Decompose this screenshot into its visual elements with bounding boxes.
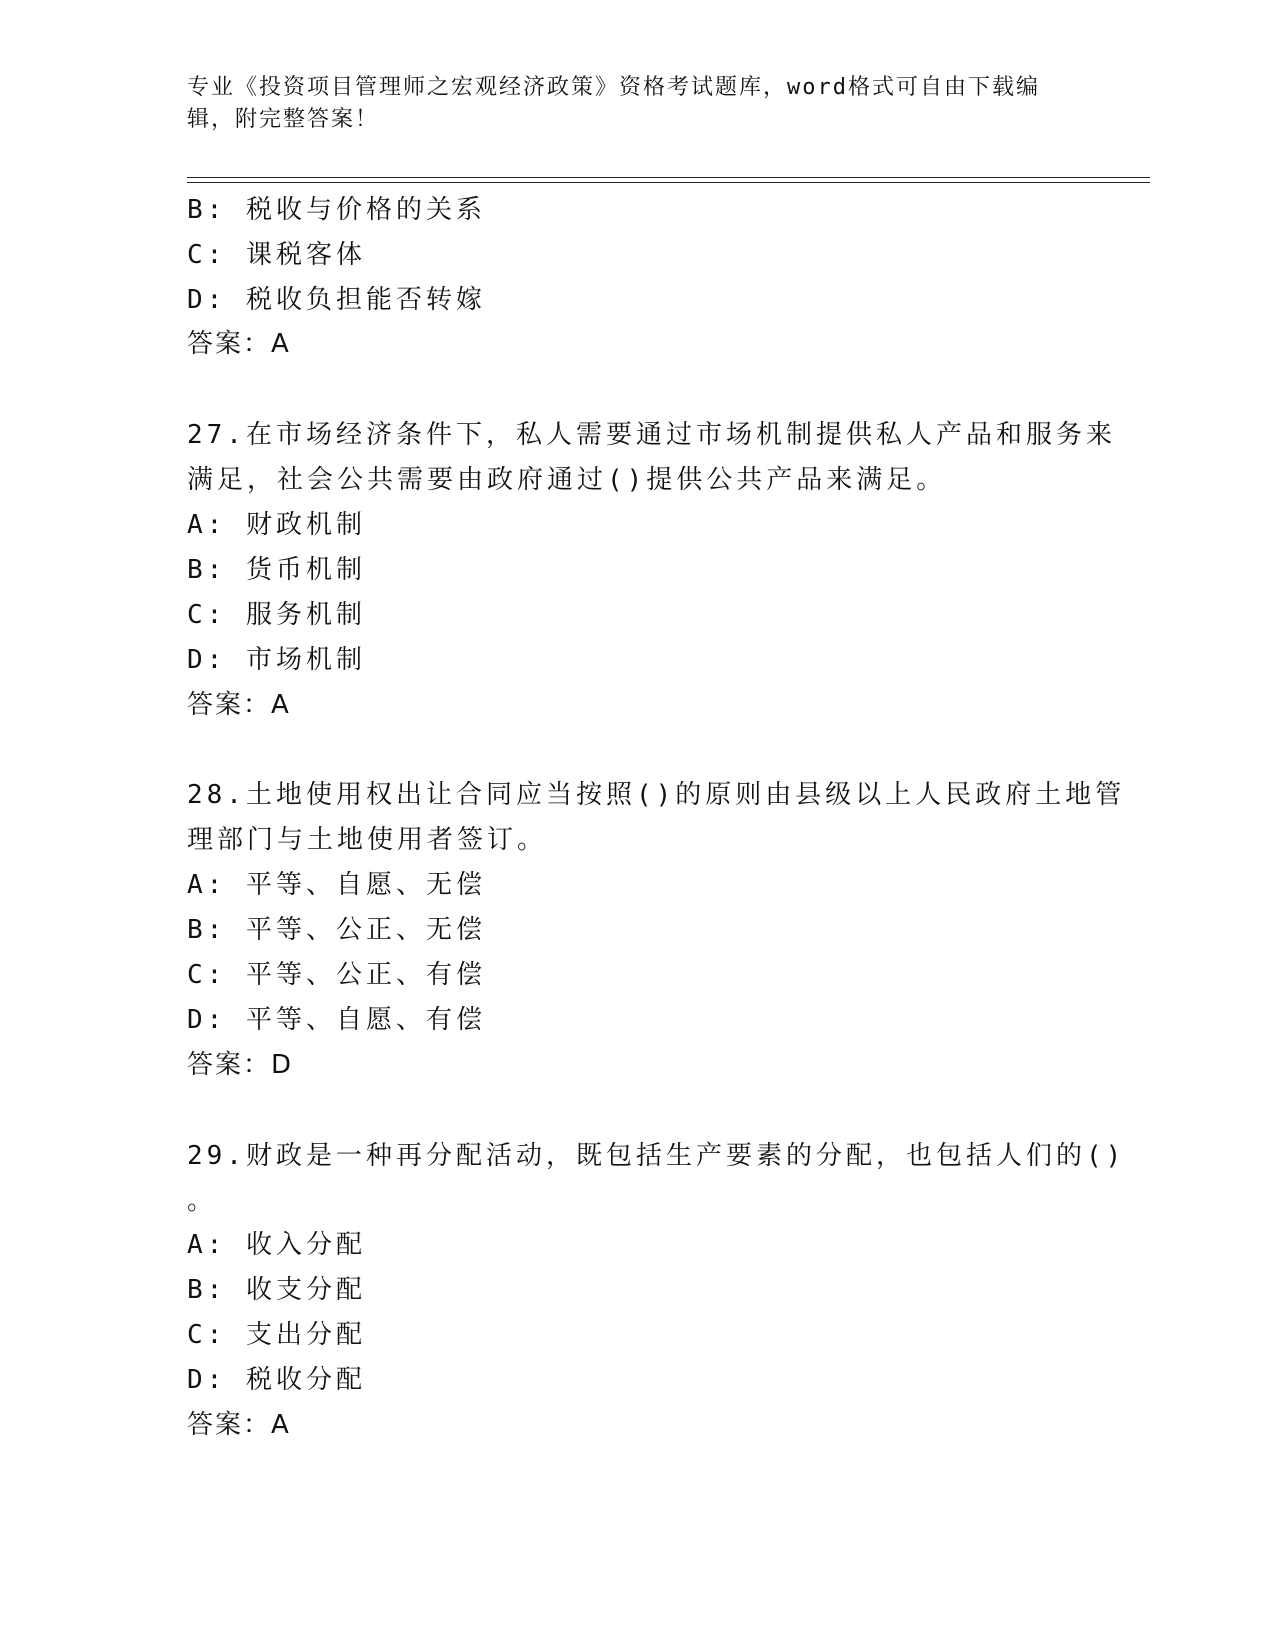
q29-answer: 答案：A <box>187 1410 291 1440</box>
q26-answer: 答案：A <box>187 329 291 359</box>
q28-stem-line-1: 28.土地使用权出让合同应当按照()的原则由县级以上人民政府土地管 <box>187 780 1126 810</box>
q26-option-d: D: 税收负担能否转嫁 <box>187 285 486 315</box>
header-rule-top <box>187 177 1150 178</box>
q27-answer: 答案：A <box>187 690 291 720</box>
q27-option-b: B: 货币机制 <box>187 555 366 585</box>
q26-option-c: C: 课税客体 <box>187 240 366 270</box>
q29-option-a: A: 收入分配 <box>187 1230 366 1260</box>
header-rule-bottom <box>187 182 1150 183</box>
q28-answer: 答案：D <box>187 1050 294 1080</box>
document-header <box>187 72 1067 136</box>
q27-option-d: D: 市场机制 <box>187 645 366 675</box>
q29-stem-line-2: 。 <box>187 1186 218 1216</box>
q29-stem-line-1: 29.财政是一种再分配活动，既包括生产要素的分配，也包括人们的() <box>187 1141 1126 1171</box>
q29-option-c: C: 支出分配 <box>187 1320 366 1350</box>
q26-option-b: B: 税收与价格的关系 <box>187 195 486 225</box>
q28-option-d: D: 平等、自愿、有偿 <box>187 1005 486 1035</box>
header-line-2: 辑，附完整答案！ <box>187 107 380 132</box>
q28-option-c: C: 平等、公正、有偿 <box>187 960 486 990</box>
q27-stem-line-1: 27.在市场经济条件下，私人需要通过市场机制提供私人产品和服务来 <box>187 420 1116 450</box>
q27-option-a: A: 财政机制 <box>187 510 366 540</box>
q29-option-b: B: 收支分配 <box>187 1275 366 1305</box>
header-line-1: 专业《投资项目管理师之宏观经济政策》资格考试题库，word格式可自由下载编 <box>187 75 1040 100</box>
q27-stem-line-2: 满足，社会公共需要由政府通过()提供公共产品来满足。 <box>187 465 947 495</box>
q27-option-c: C: 服务机制 <box>187 600 366 630</box>
q28-option-b: B: 平等、公正、无偿 <box>187 915 486 945</box>
q28-option-a: A: 平等、自愿、无偿 <box>187 870 486 900</box>
q29-option-d: D: 税收分配 <box>187 1365 366 1395</box>
q28-stem-line-2: 理部门与土地使用者签订。 <box>187 825 548 855</box>
